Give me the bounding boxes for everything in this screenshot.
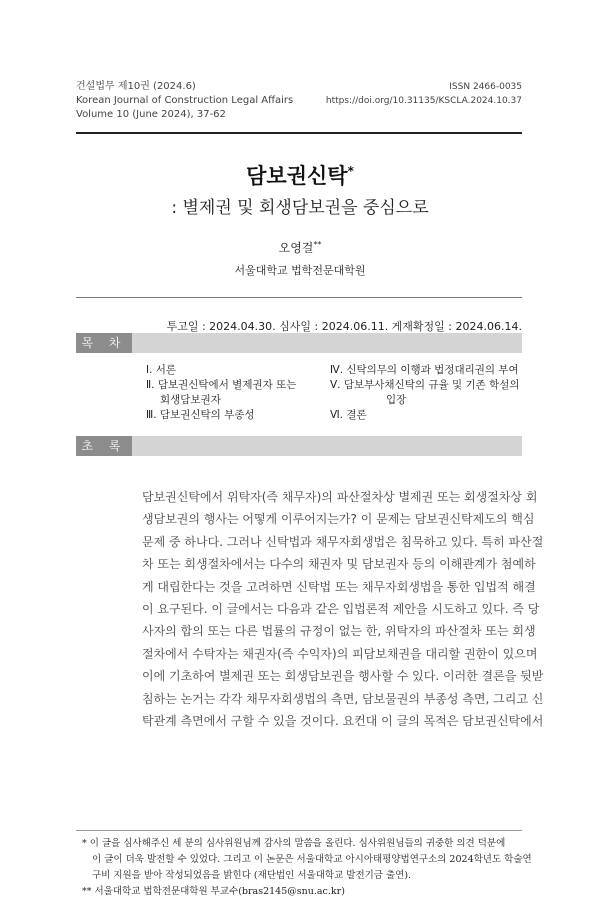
journal-volume: Volume 10 (June 2024), 37-62 [76,109,226,120]
toc-label: 목 차 [76,333,132,353]
abstract-line: 차 또는 회생절차에서는 다수의 채권자 및 담보권자 등의 이해관계가 첨예하 [142,557,536,572]
abstract-line: 침하는 논거는 각각 채무자회생법의 측면, 담보물권의 부종성 측면, 그리고 신 [142,691,544,706]
doi-link[interactable]: https://doi.org/10.31135/KSCLA.2024.10.37 [325,96,522,106]
abstract-line: 탁관계 측면에서 구할 수 있을 것이다. 요컨대 이 글의 목적은 담보권신탁에서 [142,714,544,729]
footnote-line: 구비 지원을 받아 작성되었음을 밝힌다 (재단법인 서울대학교 발전기금 출연). [92,870,412,881]
submission-dates: 투고일 : 2024.04.30. 심사일 : 2024.06.11. 게재확정일 : 2024.06.14. [166,320,522,333]
journal-name-ko: 건설법무 제10권 (2024.6) [76,81,196,92]
toc-right-column [330,363,520,423]
author-name: 오영걸 [278,241,314,255]
toc-left-column [146,363,296,423]
title-footnote-mark[interactable]: * [347,164,354,178]
abstract-body [142,486,544,732]
abstract-label: 초 록 [76,436,132,456]
toc-item[interactable]: Ⅴ. 담보부사채신탁의 규율 및 기존 학설의 [330,379,520,391]
footnote-line: ** 서울대학교 법학전문대학원 부교수(bras2145@snu.ac.kr) [82,886,345,897]
toc-item[interactable]: Ⅲ. 담보권신탁의 부종성 [146,409,255,421]
top-rule [76,132,522,134]
journal-name-en: Korean Journal of Construction Legal Affairs [76,95,294,106]
journal-header [76,80,293,122]
toc-item-continued[interactable]: 입장 [386,394,407,406]
footnote-line: 이 글이 더욱 발전할 수 있었다. 그리고 이 논문은 서울대학교 아시아태평양법연구소의 2024학년도 학술연 [92,854,532,865]
paper-subtitle: : 별제권 및 회생담보권을 중심으로 [171,198,429,218]
footnote-line: * 이 글을 심사해주신 세 분의 심사위원님께 감사의 말씀을 올린다. 심사위원님들의 귀중한 의견 덕분에 [82,838,506,849]
toc-item[interactable]: Ⅵ. 결론 [330,409,367,421]
abstract-line: 이에 기초하여 별제권 또는 회생담보권을 행사할 수 있다. 이러한 결론을 뒷받 [142,669,544,684]
abstract-line: 게 대립한다는 것을 고려하면 신탁법 또는 채무자회생법을 통한 입법적 해결 [142,579,536,594]
abstract-line: 사자의 합의 또는 다른 법률의 규정이 없는 한, 위탁자의 파산절차 또는 회생 [142,624,536,639]
toc-item[interactable]: Ⅱ. 담보권신탁에서 별제권자 또는 [146,379,297,391]
footnote-rule [76,830,522,831]
toc-item-continued[interactable]: 회생담보권자 [160,394,221,406]
title-text: 담보권신탁 [246,164,348,188]
author-footnote-mark[interactable]: ** [313,240,322,249]
author-affiliation: 서울대학교 법학전문대학원 [234,264,366,277]
abstract-line: 이 요구된다. 이 글에서는 다음과 같은 입법론적 제안을 시도하고 있다. 즉 당 [142,602,540,617]
toc-header-bar [76,333,522,353]
issn: ISSN 2466-0035 [449,82,522,92]
abstract-line: 담보권신탁에서 위탁자(즉 채무자)의 파산절차상 별제권 또는 회생절차상 회 [142,490,538,504]
author [0,239,600,256]
abstract-line: 절차에서 수탁자는 채권자(즉 수익자)의 피담보채권을 대리할 권한이 있으며 [142,646,538,661]
identifiers [326,80,522,108]
paper-title [0,160,600,190]
footnotes [76,836,532,900]
abstract-line: 문제 중 하나다. 그러나 신탁법과 채무자회생법은 침묵하고 있다. 특히 파산절 [142,534,544,549]
toc-item[interactable]: Ⅳ. 신탁의무의 이행과 법정대리권의 부여 [330,364,519,376]
divider [76,297,522,298]
toc-item[interactable]: Ⅰ. 서론 [146,364,177,376]
abstract-header-bar [76,436,522,456]
abstract-line: 생담보권의 행사는 어떻게 이루어지는가? 이 문제는 담보권신탁제도의 핵심 [142,512,535,527]
